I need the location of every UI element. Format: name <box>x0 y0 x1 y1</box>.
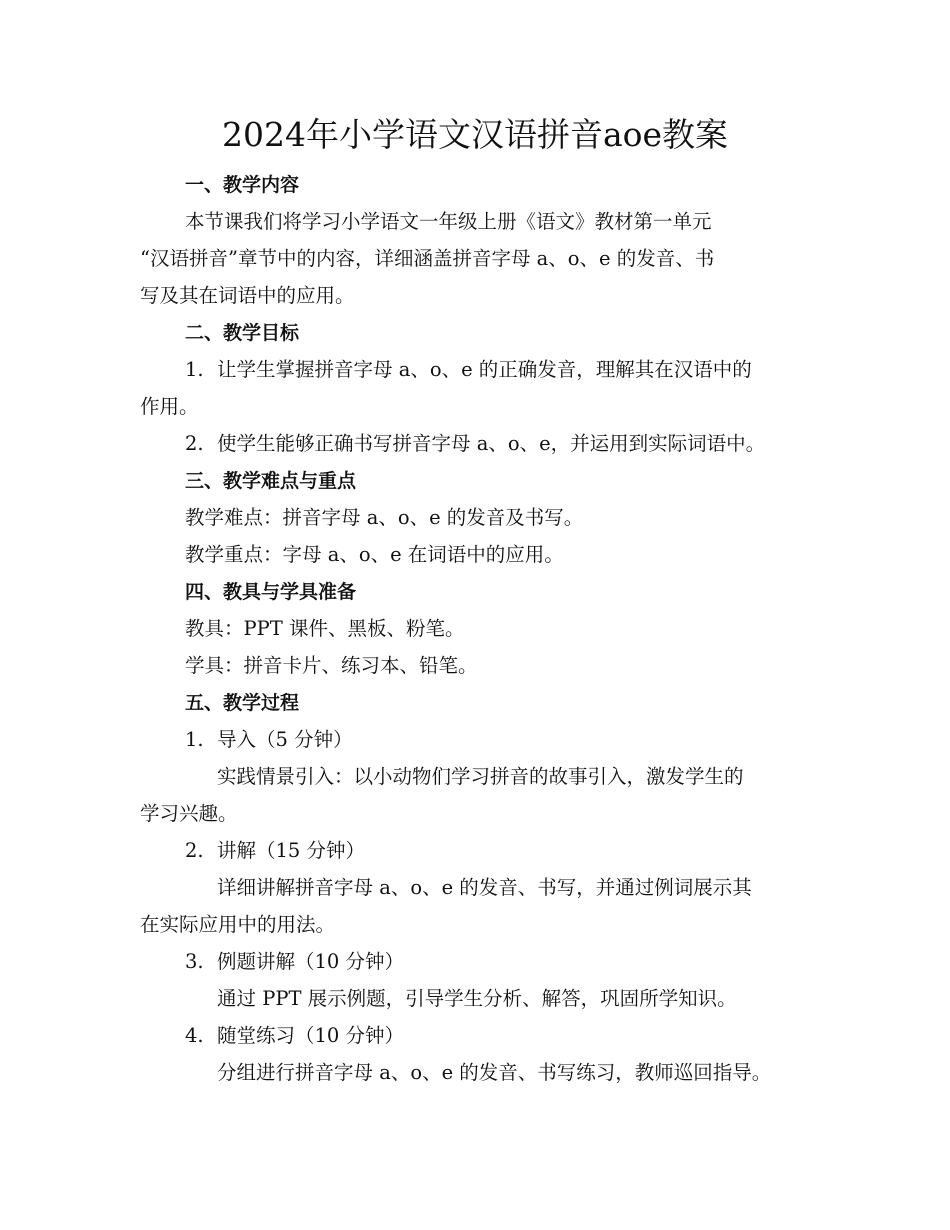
document-title: 2024年小学语文汉语拼音aoe教案 <box>221 115 729 154</box>
paragraph-line: 作用。 <box>140 395 199 418</box>
list-text: 随堂练习（10 分钟） <box>217 1024 405 1047</box>
list-number: 3. <box>185 950 204 973</box>
list-item <box>185 836 365 866</box>
paragraph-line: 本节课我们将学习小学语文一年级上册《语文》教材第一单元 <box>185 210 712 233</box>
list-item <box>185 429 765 459</box>
paragraph-line: 学具：拼音卡片、练习本、铅笔。 <box>185 654 478 677</box>
paragraph-line: 教学难点：拼音字母 a、o、e 的发音及书写。 <box>185 506 584 529</box>
list-item <box>185 1021 404 1051</box>
paragraph-line: “汉语拼音”章节中的内容，详细涵盖拼音字母 a、o、e 的发音、书 <box>140 247 715 270</box>
section-heading-teaching-goals: 二、教学目标 <box>185 322 300 344</box>
paragraph-line: 详细讲解拼音字母 a、o、e 的发音、书写，并通过例词展示其 <box>217 876 752 899</box>
list-number: 2. <box>185 432 204 455</box>
paragraph-line: 分组进行拼音字母 a、o、e 的发音、书写练习，教师巡回指导。 <box>217 1061 772 1084</box>
section-heading-difficulties-and-key-points: 三、教学难点与重点 <box>185 470 357 492</box>
paragraph-line: 实践情景引入：以小动物们学习拼音的故事引入，激发学生的 <box>217 765 744 788</box>
list-number: 1. <box>185 728 204 751</box>
list-text: 使学生能够正确书写拼音字母 a、o、e，并运用到实际词语中。 <box>217 432 766 455</box>
list-text: 让学生掌握拼音字母 a、o、e 的正确发音，理解其在汉语中的 <box>217 358 752 381</box>
list-item <box>185 947 404 977</box>
section-heading-teaching-aids: 四、教具与学具准备 <box>185 581 357 603</box>
list-number: 4. <box>185 1024 204 1047</box>
paragraph-line: 学习兴趣。 <box>140 802 238 825</box>
section-heading-teaching-content: 一、教学内容 <box>185 174 300 196</box>
list-item <box>185 725 353 755</box>
paragraph-line: 在实际应用中的用法。 <box>140 913 336 936</box>
list-number: 2. <box>185 839 204 862</box>
section-heading-teaching-process: 五、教学过程 <box>185 692 300 714</box>
paragraph-line: 教具：PPT 课件、黑板、粉笔。 <box>185 617 465 640</box>
list-text: 例题讲解（10 分钟） <box>217 950 405 973</box>
list-text: 讲解（15 分钟） <box>217 839 366 862</box>
list-number: 1. <box>185 358 204 381</box>
paragraph-line: 教学重点：字母 a、o、e 在词语中的应用。 <box>185 543 564 566</box>
list-text: 导入（5 分钟） <box>217 728 353 751</box>
list-item <box>185 355 752 385</box>
paragraph-line: 通过 PPT 展示例题，引导学生分析、解答，巩固所学知识。 <box>217 987 737 1010</box>
paragraph-line: 写及其在词语中的应用。 <box>140 284 355 307</box>
